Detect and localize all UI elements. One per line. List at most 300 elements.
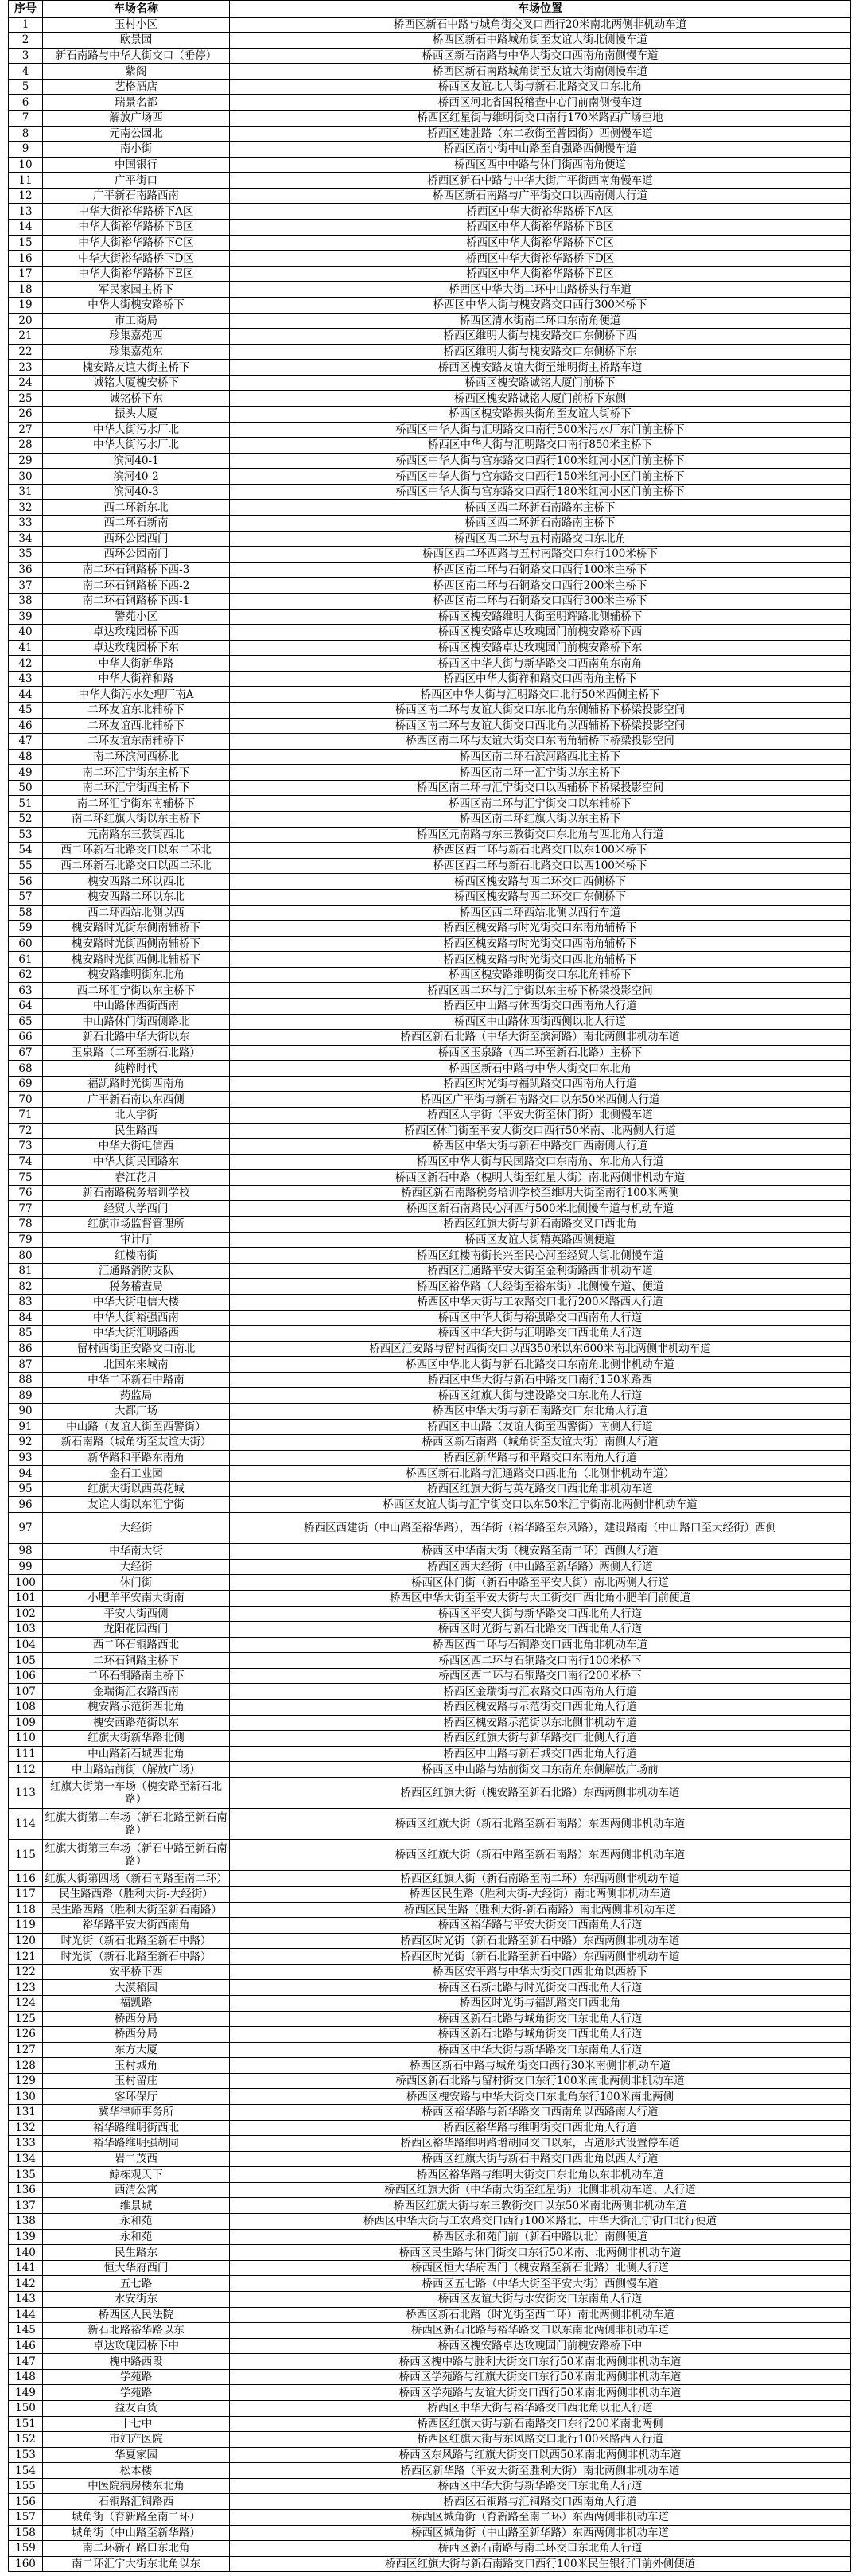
table-row: [9, 1186, 851, 1202]
table-row: [9, 2448, 851, 2464]
row-index: 154: [9, 2463, 43, 2479]
row-index: 134: [9, 2152, 43, 2168]
lot-location: 桥西区西二环与石铜路交口南行100米桥下: [230, 1653, 851, 1669]
table-row: [9, 1311, 851, 1327]
row-index: 26: [9, 407, 43, 423]
row-index: 131: [9, 2105, 43, 2121]
table-row: [9, 1357, 851, 1373]
table-row: [9, 1778, 851, 1809]
lot-name: 新华路和平路东南角: [43, 1451, 230, 1467]
row-index: 146: [9, 2339, 43, 2355]
lot-name: 鲸栋观天下: [43, 2167, 230, 2183]
table-row: [9, 1731, 851, 1747]
row-index: 160: [9, 2557, 43, 2573]
table-row: [9, 2198, 851, 2214]
lot-location: 桥西区民生路（胜利大街-新石南路）南北两侧非机动车道: [230, 1903, 851, 1919]
lot-name: 南二环红旗大街以东主桥下: [43, 812, 230, 828]
lot-location: 桥西区中华大街祥和路交口西南角主桥下: [230, 672, 851, 688]
table-row: [9, 220, 851, 236]
table-row: [9, 407, 851, 423]
lot-name: 红旗大街新华路北侧: [43, 1731, 230, 1747]
table-row: [9, 2292, 851, 2308]
lot-location: 桥西区安平路与中华大街交口西北角以西桥下: [230, 1965, 851, 1981]
lot-location: 桥西区新石中路与城角街交口西行30米南侧非机动车道: [230, 2058, 851, 2074]
lot-name: 南二环汇宁街东主桥下: [43, 765, 230, 781]
table-row: [9, 1903, 851, 1919]
row-index: 8: [9, 127, 43, 142]
row-index: 88: [9, 1373, 43, 1389]
lot-name: 永和苑: [43, 2230, 230, 2246]
row-index: 4: [9, 64, 43, 80]
row-index: 142: [9, 2276, 43, 2292]
table-row: [9, 2354, 851, 2370]
lot-name: 广平新石南以东西侧: [43, 1092, 230, 1108]
row-index: 22: [9, 345, 43, 360]
row-index: 47: [9, 734, 43, 750]
table-row: [9, 906, 851, 922]
lot-name: 红旗大街第四场（新石南路至南二环）: [43, 1871, 230, 1887]
lot-name: 中山路（友谊大街至西警街）: [43, 1420, 230, 1436]
lot-location: 桥西区新华路（平安大街至胜利大街）南北两侧非机动车道: [230, 2463, 851, 2479]
table-row: [9, 999, 851, 1015]
lot-name: 平安大街西侧: [43, 1607, 230, 1623]
lot-name: 南二环汇宁街东南辅桥下: [43, 796, 230, 812]
table-row: [9, 1513, 851, 1544]
lot-name: 福凯路时光街西南角: [43, 1077, 230, 1093]
table-row: [9, 532, 851, 548]
lot-location: 桥西区中华南大街（槐安路至南二环）西侧人行道: [230, 1544, 851, 1560]
lot-location: 桥西区南二环红旗大街以东主桥下: [230, 812, 851, 828]
row-index: 113: [9, 1778, 43, 1809]
table-row: [9, 1155, 851, 1171]
row-index: 73: [9, 1139, 43, 1155]
lot-name: 中国银行: [43, 158, 230, 173]
lot-location: 桥西区新石南路税务培训学校至维明大街至南行100米两侧: [230, 1186, 851, 1202]
lot-name: 大漠稻园: [43, 1980, 230, 1996]
row-index: 100: [9, 1575, 43, 1591]
lot-name: 中华大街裕华路桥下E区: [43, 267, 230, 283]
row-index: 46: [9, 719, 43, 735]
lot-name: 广平新石南路西南: [43, 189, 230, 205]
row-index: 34: [9, 532, 43, 548]
lot-name: 南二环石铜路桥下西-3: [43, 563, 230, 579]
table-row: [9, 2121, 851, 2137]
row-index: 77: [9, 1201, 43, 1217]
table-row: [9, 812, 851, 828]
table-row: [9, 1124, 851, 1140]
lot-location: 桥西区槐安路与时光街交口西南角辅桥下: [230, 937, 851, 953]
row-index: 69: [9, 1077, 43, 1093]
table-row: [9, 796, 851, 812]
table-row: [9, 423, 851, 438]
lot-location: 桥西区红旗大街与新石南路交口东行200米南北两侧: [230, 2417, 851, 2433]
lot-name: 中华大街新华路: [43, 656, 230, 672]
row-index: 58: [9, 906, 43, 922]
lot-name: 新石北路中华大街以东: [43, 1030, 230, 1046]
lot-name: 南二环滨河西桥北: [43, 750, 230, 766]
lot-name: 中华大街污水厂北: [43, 423, 230, 438]
row-index: 159: [9, 2541, 43, 2557]
table-row: [9, 469, 851, 485]
table-row: [9, 2183, 851, 2199]
lot-location: 桥西区槐安路卓达玫瑰园门前槐安路桥下中: [230, 2339, 851, 2355]
row-index: 25: [9, 391, 43, 407]
table-row: [9, 1248, 851, 1264]
table-row: [9, 267, 851, 283]
lot-name: 滨河40-3: [43, 485, 230, 501]
lot-location: 桥西区槐安路与西二环交口西侧桥下: [230, 874, 851, 890]
row-index: 90: [9, 1404, 43, 1420]
lot-location: 桥西区时光街（新石北路至新石中路）东西两侧非机动车道: [230, 1934, 851, 1950]
lot-location: 桥西区西二环西路与五村南路交口东行100米桥下: [230, 547, 851, 563]
row-index: 7: [9, 111, 43, 127]
table-row: [9, 2167, 851, 2183]
lot-name: 民生路西路（胜利大街至新石南路）: [43, 1903, 230, 1919]
row-index: 149: [9, 2385, 43, 2401]
lot-location: 桥西区中华大街裕华路桥下C区: [230, 236, 851, 251]
lot-location: 桥西区中华大街与新华路交口东南角人行道: [230, 2043, 851, 2059]
row-index: 129: [9, 2074, 43, 2090]
lot-name: 南二环石铜路桥下西-1: [43, 594, 230, 610]
lot-location: 桥西区汇通路平安大街至金利街路西非机动车道: [230, 1264, 851, 1280]
table-row: [9, 189, 851, 205]
lot-location: 桥西区南二环与石铜路交口西行300米主桥下: [230, 594, 851, 610]
lot-location: 桥西区新华路与和平路交口东南角人行道: [230, 1451, 851, 1467]
lot-name: 南小街: [43, 142, 230, 158]
table-row: [9, 2136, 851, 2152]
table-row: [9, 1575, 851, 1591]
lot-name: 中华大街污水厂北: [43, 438, 230, 454]
lot-name: 五七路: [43, 2276, 230, 2292]
lot-name: 槐安路时光街东侧南辅桥下: [43, 921, 230, 937]
table-row: [9, 33, 851, 49]
lot-location: 桥西区中山路与新石城交口西北角人行道: [230, 1747, 851, 1763]
lot-location: 桥西区东风路与红旗大街交口以西50米南北两侧非机动车道: [230, 2448, 851, 2464]
row-index: 5: [9, 80, 43, 95]
lot-name: 中华大街槐安路桥下: [43, 298, 230, 314]
lot-location: 桥西区维明大街与槐安路交口东侧桥下西: [230, 329, 851, 345]
lot-name: 槐安路维明街东北角: [43, 968, 230, 984]
row-index: 37: [9, 578, 43, 594]
lot-location: 桥西区学苑路与友谊大街交口西行50米南北两侧非机动车道: [230, 2385, 851, 2401]
lot-location: 桥西区时光街与新石北路交口西北角人行道: [230, 1622, 851, 1638]
lot-location: 桥西区红楼南街长兴至民心河至经贸大街北侧慢车道: [230, 1248, 851, 1264]
lot-location: 桥西区友谊大街精英路西侧便道: [230, 1233, 851, 1249]
table-row: [9, 1482, 851, 1498]
lot-location: 桥西区城角街（育新路至南二环）东西两侧非机动车道: [230, 2510, 851, 2526]
row-index: 87: [9, 1357, 43, 1373]
row-index: 6: [9, 95, 43, 111]
lot-name: 玉村小区: [43, 18, 230, 33]
table-row: [9, 204, 851, 220]
lot-location: 桥西区槐安路卓达玫瑰园门前槐安路桥下西: [230, 625, 851, 641]
lot-location: 桥西区新石中路与中华大街广平街西南角慢车道: [230, 173, 851, 189]
table-row: [9, 1591, 851, 1607]
lot-name: 东方大厦: [43, 2043, 230, 2059]
lot-name: 城角街（中山路至新华路）: [43, 2526, 230, 2542]
lot-location: 桥西区裕华路与维明街交口西北角人行道: [230, 2121, 851, 2137]
lot-location: 桥西区南二环与石铜路交口西行100米主桥下: [230, 563, 851, 579]
lot-name: 中华大街祥和路: [43, 672, 230, 688]
lot-name: 华夏家园: [43, 2448, 230, 2464]
row-index: 135: [9, 2167, 43, 2183]
lot-name: 红旗大街第一车场（槐安路至新石北路）: [43, 1778, 230, 1809]
table-header: [9, 1, 851, 18]
lot-location: 桥西区中华大街与工农路交口西行100米路北、中华大街汇宁街口北行便道: [230, 2214, 851, 2230]
table-row: [9, 625, 851, 641]
lot-location: 桥西区中华大街与宫东路交口西行180米红河小区门前主桥下: [230, 485, 851, 501]
lot-name: 西环公园南门: [43, 547, 230, 563]
lot-name: 二环友谊东南辅桥下: [43, 734, 230, 750]
row-index: 18: [9, 282, 43, 298]
row-index: 10: [9, 158, 43, 173]
lot-name: 红旗大街以西英花城: [43, 1482, 230, 1498]
lot-name: 裕华路平安大街西南角: [43, 1918, 230, 1934]
table-row: [9, 1684, 851, 1700]
table-row: [9, 1279, 851, 1295]
lot-location: 桥西区中华大街与工农路交口北行200米路西人行道: [230, 1295, 851, 1311]
row-index: 42: [9, 656, 43, 672]
lot-location: 桥西区裕华路与维明大街交口东北角以东非机动车道: [230, 2167, 851, 2183]
table-row: [9, 1030, 851, 1046]
table-row: [9, 1466, 851, 1482]
header-lot-name: 车场名称: [43, 1, 230, 18]
lot-name: 元南路东三教街西北: [43, 828, 230, 844]
table-row: [9, 1170, 851, 1186]
lot-location: 桥西区西中中路与休门街西南角便道: [230, 158, 851, 173]
table-row: [9, 1342, 851, 1358]
row-index: 29: [9, 454, 43, 470]
table-row: [9, 1201, 851, 1217]
table-row: [9, 2541, 851, 2557]
table-row: [9, 952, 851, 968]
lot-location: 桥西区槐安路与西二环交口东侧桥下: [230, 890, 851, 906]
lot-location: 桥西区新石中路城角街至友谊大街北侧慢车道: [230, 33, 851, 49]
table-row: [9, 2074, 851, 2090]
row-index: 49: [9, 765, 43, 781]
lot-location: 桥西区南二环与友谊大街交口东北角东侧辅桥下桥梁投影空间: [230, 703, 851, 719]
lot-location: 桥西区元南路与东三教街交口东北角与西北角人行道: [230, 828, 851, 844]
lot-name: 西二环石新南: [43, 516, 230, 532]
lot-name: 友谊大街以东汇宁街: [43, 1497, 230, 1513]
lot-name: 中华大街裕强西南: [43, 1311, 230, 1327]
lot-location: 桥西区新石北路与裕华路交口以东南北两侧非机动车道: [230, 2323, 851, 2339]
row-index: 36: [9, 563, 43, 579]
lot-name: 大经街: [43, 1560, 230, 1576]
lot-name: 槐安路示范街西北角: [43, 1700, 230, 1716]
table-row: [9, 1046, 851, 1062]
row-index: 14: [9, 220, 43, 236]
table-row: [9, 2043, 851, 2059]
lot-name: 二环石铜路主桥下: [43, 1653, 230, 1669]
row-index: 108: [9, 1700, 43, 1716]
lot-name: 中华大街裕华路桥下A区: [43, 204, 230, 220]
row-index: 122: [9, 1965, 43, 1981]
lot-name: 裕华路维明强胡同: [43, 2136, 230, 2152]
lot-location: 桥西区裕华路与新华路交口西南角以西路南人行道: [230, 2105, 851, 2121]
row-index: 80: [9, 1248, 43, 1264]
row-index: 12: [9, 189, 43, 205]
table-row: [9, 843, 851, 859]
table-row: [9, 376, 851, 392]
lot-name: 中华大街民国路东: [43, 1155, 230, 1171]
lot-location: 桥西区永和苑门前（新石中路以北）南侧便道: [230, 2230, 851, 2246]
lot-location: 桥西区广平街与新石南路交口以东50米西侧人行道: [230, 1092, 851, 1108]
lot-name: 学苑路: [43, 2385, 230, 2401]
row-index: 57: [9, 890, 43, 906]
table-row: [9, 719, 851, 735]
row-index: 45: [9, 703, 43, 719]
lot-name: 水安街东: [43, 2292, 230, 2308]
lot-location: 桥西区红旗大街与新石南路交叉口西北角: [230, 1217, 851, 1233]
row-index: 110: [9, 1731, 43, 1747]
lot-name: 西二环石铜路西北: [43, 1638, 230, 1654]
row-index: 50: [9, 781, 43, 797]
table-row: [9, 1607, 851, 1623]
lot-location: 桥西区中华大街与宫东路交口西行150米红河小区门前主桥下: [230, 469, 851, 485]
table-row: [9, 594, 851, 610]
row-index: 132: [9, 2121, 43, 2137]
lot-location: 桥西区西建街（中山路至裕华路），西华街（裕华路至东风路），建设路南（中山路口至大经街）西侧: [230, 1513, 851, 1544]
lot-name: 中山路站前街（解放广场）: [43, 1762, 230, 1778]
row-index: 151: [9, 2417, 43, 2433]
lot-location: 桥西区河北省国税稽查中心门前南侧慢车道: [230, 95, 851, 111]
table-row: [9, 95, 851, 111]
table-row: [9, 1980, 851, 1996]
row-index: 112: [9, 1762, 43, 1778]
table-row: [9, 1015, 851, 1031]
lot-name: 小肥羊平安南大街南: [43, 1591, 230, 1607]
row-index: 33: [9, 516, 43, 532]
row-index: 156: [9, 2494, 43, 2510]
lot-name: 南二环汇宁街西主桥下: [43, 781, 230, 797]
lot-location: 桥西区中华大街与宫东路交口西行100米红河小区门前主桥下: [230, 454, 851, 470]
table-row: [9, 251, 851, 267]
lot-location: 桥西区中山路（友谊大街至西警街）南侧人行道: [230, 1420, 851, 1436]
lot-location: 桥西区建胜路（东二教街至普园街）西侧慢车道: [230, 127, 851, 142]
row-index: 145: [9, 2323, 43, 2339]
lot-name: 西二环汇宁街以东主桥下: [43, 983, 230, 999]
lot-location: 桥西区新石南路与南二环交口东北角人行道: [230, 2541, 851, 2557]
table-row: [9, 687, 851, 703]
lot-name: 西二环新石北路交口以西二环北: [43, 859, 230, 875]
row-index: 93: [9, 1451, 43, 1467]
table-row: [9, 1840, 851, 1871]
table-row: [9, 1669, 851, 1685]
table-row: [9, 2245, 851, 2261]
lot-name: 中华大街汇明路西: [43, 1326, 230, 1342]
lot-location: 桥西区城角街（中山路至新华路）东西两侧非机动车道: [230, 2526, 851, 2542]
table-row: [9, 1420, 851, 1436]
lot-location: 桥西区时光街与福凯路交口西北角: [230, 1996, 851, 2012]
table-row: [9, 703, 851, 719]
lot-location: 桥西区友谊大街与汇宁街交口以东50米汇宁街南北两侧非机动车道: [230, 1497, 851, 1513]
row-index: 144: [9, 2308, 43, 2324]
lot-name: 市工商局: [43, 314, 230, 329]
table-row: [9, 2557, 851, 2573]
lot-location: 桥西区槐安路与时光街交口西北角辅桥下: [230, 952, 851, 968]
table-row: [9, 314, 851, 329]
lot-name: 时光街（新石北路至新石中路）: [43, 1949, 230, 1965]
lot-location: 桥西区新石中路与中华大街交口东北角: [230, 1061, 851, 1077]
lot-location: 桥西区中华大街与民国路交口东南角、东北角人行道: [230, 1155, 851, 1171]
table-row: [9, 1762, 851, 1778]
row-index: 99: [9, 1560, 43, 1576]
lot-location: 桥西区西二环新石南路南主桥下: [230, 516, 851, 532]
row-index: 85: [9, 1326, 43, 1342]
lot-location: 桥西区南二环与友谊大街交口东南角辅桥下桥梁投影空间: [230, 734, 851, 750]
row-index: 17: [9, 267, 43, 283]
lot-location: 桥西区新石南路与中华大街交口西南角南侧慢车道: [230, 49, 851, 64]
lot-name: 休门街: [43, 1575, 230, 1591]
row-index: 67: [9, 1046, 43, 1062]
row-index: 13: [9, 204, 43, 220]
lot-location: 桥西区槐安路示范街以东北侧非机动车道: [230, 1716, 851, 1732]
table-row: [9, 2385, 851, 2401]
table-row: [9, 2432, 851, 2448]
lot-location: 桥西区中华大街与新华路交口西南角东南角: [230, 656, 851, 672]
table-row: [9, 1326, 851, 1342]
row-index: 130: [9, 2089, 43, 2105]
lot-name: 益友百货: [43, 2401, 230, 2417]
lot-name: 中医院病房楼东北角: [43, 2479, 230, 2495]
table-row: [9, 641, 851, 657]
row-index: 121: [9, 1949, 43, 1965]
lot-location: 桥西区休门街至平安大街交口西行50米南、北两侧人行道: [230, 1124, 851, 1140]
lot-location: 桥西区裕华路（大经街至裕东街）北侧慢车道、便道: [230, 1279, 851, 1295]
lot-name: 北人字街: [43, 1108, 230, 1124]
lot-location: 桥西区槐安路诚铭大厦门前桥下: [230, 376, 851, 392]
table-row: [9, 282, 851, 298]
table-row: [9, 2463, 851, 2479]
lot-location: 桥西区中山路与休西街交口西南角人行道: [230, 999, 851, 1015]
parking-lot-table: [8, 0, 851, 2572]
lot-name: 审计厅: [43, 1233, 230, 1249]
row-index: 2: [9, 33, 43, 49]
lot-name: 二环友谊东北辅桥下: [43, 703, 230, 719]
lot-name: 广平街口: [43, 173, 230, 189]
lot-name: 新石南路（城角街至友谊大街）: [43, 1435, 230, 1451]
table-row: [9, 750, 851, 766]
lot-location: 桥西区新石北路与城角街交口东北角人行道: [230, 2012, 851, 2028]
lot-name: 金石工业园: [43, 1466, 230, 1482]
lot-name: 大都广场: [43, 1404, 230, 1420]
table-row: [9, 2058, 851, 2074]
lot-name: 纯粹时代: [43, 1061, 230, 1077]
lot-location: 桥西区新石南路城角街至友谊大街南侧慢车道: [230, 64, 851, 80]
row-index: 65: [9, 1015, 43, 1031]
row-index: 21: [9, 329, 43, 345]
row-index: 152: [9, 2432, 43, 2448]
lot-name: 安平桥下西: [43, 1965, 230, 1981]
row-index: 91: [9, 1420, 43, 1436]
lot-location: 桥西区槐安路与中华大街交口东北角东行100米南北两侧: [230, 2089, 851, 2105]
table-row: [9, 2230, 851, 2246]
row-index: 158: [9, 2526, 43, 2542]
lot-name: 新石南路税务培训学校: [43, 1186, 230, 1202]
lot-name: 民生路西路（胜利大街-大经街）: [43, 1887, 230, 1903]
row-index: 48: [9, 750, 43, 766]
lot-name: 南二环新石路口东北角: [43, 2541, 230, 2557]
row-index: 39: [9, 610, 43, 625]
row-index: 109: [9, 1716, 43, 1732]
row-index: 120: [9, 1934, 43, 1950]
lot-name: 滨河40-1: [43, 454, 230, 470]
lot-name: 卓达玫瑰园桥下西: [43, 625, 230, 641]
lot-location: 桥西区南二环与汇宁街交口以东辅桥下: [230, 796, 851, 812]
lot-location: 桥西区红旗大街与东风路交口北行100米路西人行道: [230, 2432, 851, 2448]
table-row: [9, 1061, 851, 1077]
